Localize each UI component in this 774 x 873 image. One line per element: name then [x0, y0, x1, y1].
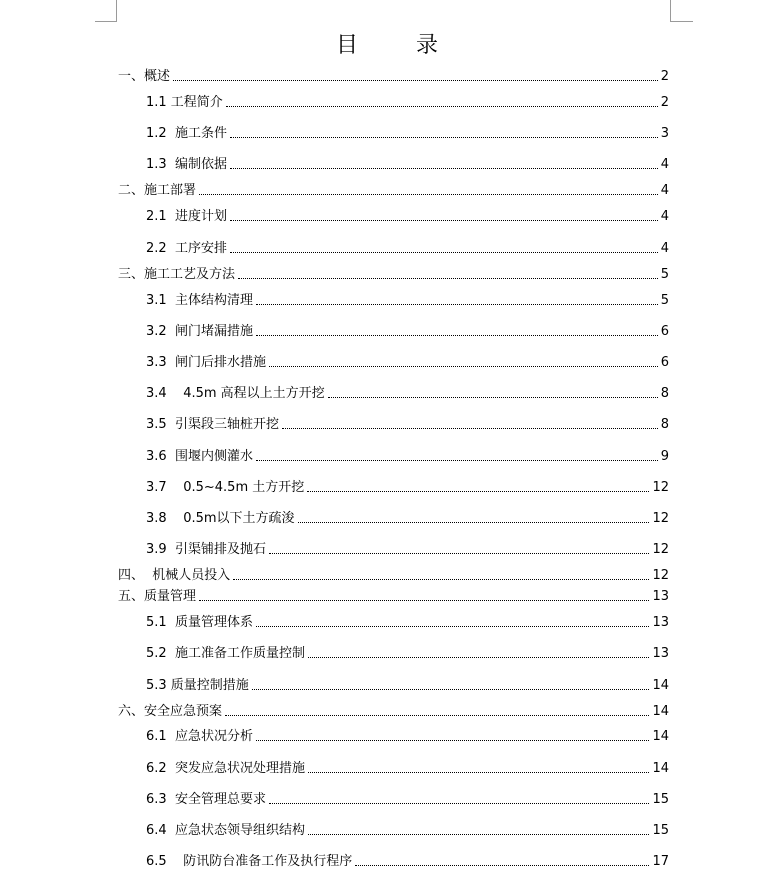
toc-entry[interactable]	[0, 415, 774, 433]
toc-entry-label: 6.3 安全管理总要求	[146, 792, 266, 807]
toc-leader-dots	[308, 834, 650, 835]
toc-entry-label: 3.4 4.5m 高程以上土方开挖	[146, 386, 325, 401]
toc-entry-page-number: 13	[652, 615, 669, 630]
toc-entry-page-number: 14	[652, 704, 669, 719]
toc-entry-label: 3.3 闸门后排水措施	[146, 355, 266, 370]
toc-entry[interactable]	[0, 852, 774, 870]
toc-leader-dots	[225, 715, 649, 716]
toc-entry-page-number: 2	[660, 95, 669, 110]
toc-entry-label: 1.2 施工条件	[146, 126, 227, 141]
toc-entry-label: 6.5 防讯防台准备工作及执行程序	[146, 854, 353, 869]
title-char-2: 录	[416, 32, 439, 58]
toc-entry-label: 三、施工工艺及方法	[118, 267, 236, 282]
toc-entry-page-number: 12	[652, 511, 669, 526]
toc-leader-dots	[256, 460, 658, 461]
toc-leader-dots	[233, 579, 649, 580]
toc-entry[interactable]	[0, 759, 774, 777]
toc-entry[interactable]	[0, 384, 774, 402]
toc-leader-dots	[355, 865, 649, 866]
toc-entry-page-number: 5	[660, 293, 669, 308]
toc-entry[interactable]	[0, 702, 774, 720]
toc-entry-label: 3.6 围堰内侧灌水	[146, 449, 253, 464]
toc-entry-page-number: 2	[660, 69, 669, 84]
toc-entry[interactable]	[0, 67, 774, 85]
toc-entry-page-number: 13	[652, 646, 669, 661]
toc-entry[interactable]	[0, 322, 774, 340]
toc-entry-page-number: 6	[660, 355, 669, 370]
toc-entry[interactable]	[0, 265, 774, 283]
toc-entry[interactable]	[0, 676, 774, 694]
toc-entry-page-number: 12	[652, 542, 669, 557]
toc-entry-label: 2.1 进度计划	[146, 209, 227, 224]
toc-leader-dots	[238, 278, 658, 279]
toc-entry-label: 二、施工部署	[118, 183, 197, 198]
toc-entry-page-number: 15	[652, 823, 669, 838]
toc-entry[interactable]	[0, 155, 774, 173]
toc-leader-dots	[199, 194, 658, 195]
toc-leader-dots	[226, 106, 658, 107]
toc-leader-dots	[252, 689, 650, 690]
toc-entry-page-number: 12	[652, 480, 669, 495]
toc-entry[interactable]	[0, 790, 774, 808]
toc-entry-page-number: 8	[660, 417, 669, 432]
toc-entry[interactable]	[0, 181, 774, 199]
toc-entry-label: 5.1 质量管理体系	[146, 615, 253, 630]
toc-entry[interactable]	[0, 124, 774, 142]
toc-entry[interactable]	[0, 613, 774, 631]
toc-entry-page-number: 4	[660, 241, 669, 256]
toc-leader-dots	[256, 626, 650, 627]
toc-entry-page-number: 4	[660, 157, 669, 172]
toc-leader-dots	[269, 553, 650, 554]
toc-entry[interactable]	[0, 239, 774, 257]
toc-entry[interactable]	[0, 540, 774, 558]
toc-leader-dots	[173, 80, 658, 81]
toc-entry-label: 6.4 应急状态领导组织结构	[146, 823, 305, 838]
toc-leader-dots	[256, 304, 658, 305]
toc-leader-dots	[230, 137, 658, 138]
toc-entry-label: 一、概述	[118, 69, 171, 84]
toc-entry[interactable]	[0, 291, 774, 309]
toc-entry-label: 3.8 0.5m以下土方疏浚	[146, 511, 295, 526]
toc-leader-dots	[308, 772, 650, 773]
toc-entry[interactable]	[0, 353, 774, 371]
toc-entry[interactable]	[0, 587, 774, 605]
toc-entry-page-number: 14	[652, 678, 669, 693]
toc-entry-label: 3.9 引渠铺排及抛石	[146, 542, 266, 557]
toc-entry-page-number: 14	[652, 729, 669, 744]
toc-leader-dots	[269, 803, 650, 804]
toc-entry-label: 5.3 质量控制措施	[146, 678, 249, 693]
toc-leader-dots	[269, 366, 658, 367]
toc-entry[interactable]	[0, 447, 774, 465]
toc-entry-label: 6.1 应急状况分析	[146, 729, 253, 744]
toc-leader-dots	[256, 740, 650, 741]
toc-leader-dots	[307, 491, 649, 492]
toc-entry-label: 五、质量管理	[118, 589, 197, 604]
toc-leader-dots	[256, 335, 658, 336]
toc-entry-label: 2.2 工序安排	[146, 241, 227, 256]
toc-entry-page-number: 17	[652, 854, 669, 869]
toc-entry[interactable]	[0, 727, 774, 745]
toc-entry-page-number: 4	[660, 183, 669, 198]
toc-entry[interactable]	[0, 566, 774, 584]
toc-entry-page-number: 3	[660, 126, 669, 141]
toc-entry[interactable]	[0, 644, 774, 662]
toc-entry-page-number: 12	[652, 568, 669, 583]
toc-entry-page-number: 14	[652, 761, 669, 776]
toc-entry-page-number: 5	[660, 267, 669, 282]
toc-entry[interactable]	[0, 509, 774, 527]
toc-leader-dots	[298, 522, 650, 523]
toc-entry-label: 6.2 突发应急状况处理措施	[146, 761, 305, 776]
toc-leader-dots	[230, 168, 658, 169]
toc-entry-page-number: 4	[660, 209, 669, 224]
toc-entry[interactable]	[0, 478, 774, 496]
toc-entry-label: 四、 机械人员投入	[118, 568, 231, 583]
toc-entry-label: 3.2 闸门堵漏措施	[146, 324, 253, 339]
toc-leader-dots	[230, 252, 658, 253]
toc-entry-label: 5.2 施工准备工作质量控制	[146, 646, 305, 661]
toc-entry-label: 3.5 引渠段三轴桩开挖	[146, 417, 279, 432]
toc-entry[interactable]	[0, 207, 774, 225]
toc-entry-label: 1.3 编制依据	[146, 157, 227, 172]
toc-entry[interactable]	[0, 821, 774, 839]
toc-entry-page-number: 13	[652, 589, 669, 604]
toc-entry-page-number: 8	[660, 386, 669, 401]
toc-leader-dots	[199, 600, 649, 601]
toc-leader-dots	[308, 657, 650, 658]
toc-entry-label: 3.1 主体结构清理	[146, 293, 253, 308]
toc-entry-label: 1.1 工程简介	[146, 95, 223, 110]
toc-leader-dots	[230, 220, 658, 221]
toc-entry-page-number: 15	[652, 792, 669, 807]
toc-entry-page-number: 6	[660, 324, 669, 339]
toc-entry-label: 3.7 0.5~4.5m 土方开挖	[146, 480, 305, 495]
toc-entry[interactable]	[0, 93, 774, 111]
toc-leader-dots	[282, 428, 658, 429]
title-char-1: 目	[335, 32, 358, 58]
toc-entry-page-number: 9	[660, 449, 669, 464]
toc-entry-label: 六、安全应急预案	[118, 704, 223, 719]
toc-leader-dots	[328, 397, 658, 398]
